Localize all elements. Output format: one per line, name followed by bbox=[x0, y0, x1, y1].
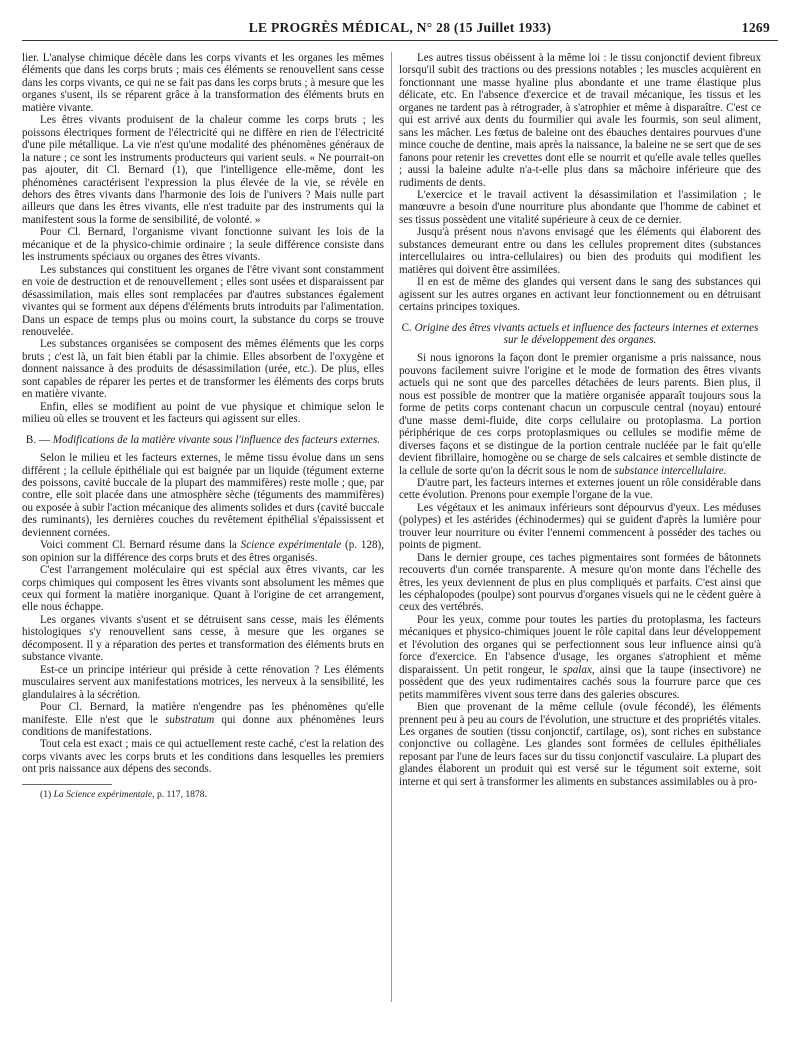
section-letter: C. bbox=[401, 321, 412, 334]
paragraph: Les végétaux et les animaux inférieurs sont dépourvus d'yeux. Les méduses (polypes) et les astérides (échinodermes) qui se guident d'après la lumière pour trouver leur nourriture ou éviter l'ennemi commencent à posséder des taches ou points de pigment. bbox=[399, 501, 761, 552]
text-run: qui donne aux phénomènes leurs conditions de manifestations. bbox=[22, 713, 384, 739]
paragraph: Enfin, elles se modifient au point de vue physique et chimique selon le milieu où elles se trouvent et les facteurs qui agissent sur elles. bbox=[22, 400, 384, 426]
running-header bbox=[22, 20, 778, 42]
section-heading-c bbox=[399, 322, 761, 347]
emphasis: substratum bbox=[165, 713, 215, 726]
book-title: Science expérimentale bbox=[240, 539, 342, 552]
paragraph: Les autres tissus obéissent à la même loi : le tissu conjonctif devient fibreux lorsqu'il subit des tractions ou des pressions notables ; les muscles acquièrent en fonctionnant une masse hyaline plus abondante et une trame élastique plus délicate, etc. En l'absence d'exercice et de travail mécanique, les tissus et les organes ne tardent pas à rétrograder, à s'atrophier et même à disparaître. C'est ce qui est arrivé aux dents du fourmilier qui avale les fourmis, son seul aliment, sans les mâcher. Les fœtus de baleine ont des ébauches dentaires pourvues d'une mince couche de dentine, mais après la naissance, la baleine ne se sert que de ses fanons pour retenir les crevettes dont elle se nourrit et qu'elle avale telles quelles ; aussi la baleine adulte n'a-t-elle plus dans sa mâchoire inférieure que des rudiments de dents. bbox=[399, 52, 761, 189]
paragraph: Les substances organisées se composent des mêmes éléments que les corps bruts ; c'est là, un fait bien établi par la chimie. Elles absorbent de l'oxygène et donnent naissance à des produits de désassimilation (urée, etc.). De plus, elles sont capables de réparer les pertes et de transformer les éléments des corps bruts en matière vivante. bbox=[22, 338, 384, 401]
paragraph bbox=[22, 701, 384, 738]
paragraph: Bien que provenant de la même cellule (ovule fécondé), les éléments prennent peu à peu au cours de l'évolution, une structure et des propriétés vitales. Les organes de soutien (tissu conjonctif, cartilage, os), sont riches en substance conjonctive ou collagène. Les glandes sont formées de cellules épithéliales reposant par l'une de leurs faces sur du tissu conjonctif vasculaire. La plupart des glandes élaborent un produit qui est versé sur le tégument soit externe, soit interne et qui sert à transformer les aliments en substances assimilables ou à pro- bbox=[399, 701, 761, 788]
paragraph: Il en est de même des glandes qui versent dans le sang des substances qui agissent sur les autres organes en activant leur fonctionnement ou en détruisant certains principes toxiques. bbox=[399, 276, 761, 314]
header-rule bbox=[22, 40, 778, 41]
text-run: Si nous ignorons la façon dont le premier organisme a pris naissance, nous pouvons facilement suivre l'origine et le mode de formation des êtres vivants actuels qui ne sont que des parcelles détachées de leurs parents. Bien plus, il nous est possible de montrer que la matière organisée apparaît toujours sous la forme de petits corps contenant chacun un corpuscule central (noyau) entouré d'une masse demi-fluide, dite corps cellulaire ou protoplasma. La portion périphérique de ces corps protoplasmiques ou cellules se modifie même de diverses façons et se distingue de la portion centrale nucléée par le fait qu'elle devient fibrillaire, homogène ou se charge de sels calcaires et semble distincte de la cellule de sorte qu'on la décrit sous le nom de bbox=[399, 352, 761, 477]
paragraph: lier. L'analyse chimique décèle dans les corps vivants et les organes les mêmes éléments que dans les corps bruts ; mais ces éléments se renouvellent sans cesse dans les corps vivants, ce qui ne se fait pas dans les corps bruts ; à mesure que les organes s'usent, ils se réparent grâce à la transformation des éléments bruts en matière vivante. bbox=[22, 52, 384, 114]
text-run: ainsi que la taupe (insectivore) ne possèdent que des yeux rudimentaires cachés sous la fourrure parce que ces petits mammifères vivent sous terre dans des galeries obscures. bbox=[399, 663, 762, 701]
paragraph bbox=[22, 539, 384, 564]
emphasis: substance intercellulaire. bbox=[614, 464, 727, 477]
paragraph: Jusqu'à présent nous n'avons envisagé que les éléments qui élaborent des substances demeurant entre ou dans les cellules proprement dites (substances intercellulaires ou intra-cellulaires) ou bien des produits qui modifient les matières qui doivent être assimilées. bbox=[399, 226, 761, 276]
paragraph: Dans le dernier groupe, ces taches pigmentaires sont formées de bâtonnets recouverts d'un cornée transparente. A mesure qu'on monte dans l'échelle des êtres, les yeux deviennent de plus en plus compliqués et parfaits. C'est ainsi que les céphalopodes (poulpe) sont pourvus d'organes visuels qui ne le cèdent guère à ceux des vertébrés. bbox=[399, 551, 761, 614]
paragraph: Selon le milieu et les facteurs externes, le même tissu évolue dans un sens différent ; la cellule épithéliale qui est baignée par un liquide (tégument externe des poissons, cavité buccale de la plupart des mammifères) reste molle ; que, par contre, elle soit placée dans une atmosphère sèche (téguments des mammifères) ou exposée à subir l'action mécanique des aliments solides et durs (cavité buccale des ruminants), les dernières couches du revêtement épithélial s'épaississent et deviennent cornées. bbox=[22, 452, 384, 539]
section-heading-b bbox=[22, 434, 384, 446]
text-run: Pour les yeux, comme pour toutes les parties du protoplasma, les facteurs mécaniques et physico-chimiques jouent le rôle capital dans leur développement et l'évolution des organes qui se perfectionnent sous leur influence ainsi qu'à force d'exercice. En l'absence d'usage, les organes s'atrophient et même disparaissent. Un petit rongeur, le bbox=[399, 613, 761, 676]
paragraph: C'est l'arrangement moléculaire qui est spécial aux êtres vivants, car les corps chimiques qui composent les êtres vivants sont absolument les mêmes que ceux qui forment la matière inorganique. Quant à l'origine de cet arrangement, elle nous échappe. bbox=[22, 564, 384, 614]
section-letter: B. — bbox=[25, 433, 50, 446]
text-run: Voici comment Cl. Bernard résume dans la bbox=[40, 539, 241, 552]
column-separator bbox=[391, 52, 392, 1002]
section-title: Modifications de la matière vivante sous l'influence des facteurs externes. bbox=[52, 433, 381, 446]
text-run: Pour Cl. Bernard, la matière n'engendre pas les phénomènes qu'elle manifeste. Elle n'est que le bbox=[22, 701, 384, 726]
journal-title: LE PROGRÈS MÉDICAL, N° 28 (15 Juillet 1933) bbox=[248, 20, 552, 35]
paragraph: Les êtres vivants produisent de la chaleur comme les corps bruts ; les poissons électriques forment de l'électricité qui ne diffère en rien de l'électricité d'une pile métallique. La vie n'est qu'une modalité des phénomènes généraux de la nature ; ce sont les instruments producteurs qui varient seuls. « Ne pourrait-on pas ajouter, dit Cl. Bernard (1), que l'intelligence elle-même, dont les phénomènes caractérisent l'expression la plus élevée de la vie, se révèle en dehors des êtres vivants dans l'harmonie des lois de l'univers ? Mais nulle part ailleurs que dans les êtres vivants, elle n'est traduite par des instruments qui la manifestent sous la forme de sensibilité, de volonté. » bbox=[22, 114, 384, 226]
paragraph: Les substances qui constituent les organes de l'être vivant sont constamment en voie de destruction et de renouvellement ; elles sont usées et disparaissent par désassimilation, mais elles sont remplacées par d'autres substances également vivantes qui se forment aux dépens d'éléments bruts introduits par l'alimentation. Dans un espace de temps plus ou moins court, la substance du corps se trouve renouvelée. bbox=[22, 263, 384, 338]
text-run: (p. 128), son opinion sur la différence des corps bruts et des êtres organisés. bbox=[22, 539, 385, 564]
paragraph bbox=[399, 352, 761, 477]
right-column bbox=[399, 52, 761, 788]
paragraph bbox=[399, 614, 761, 701]
section-title: Origine des êtres vivants actuels et influence des facteurs internes et externes sur le développement des organes. bbox=[414, 321, 759, 346]
footnote bbox=[22, 789, 384, 800]
paragraph: Pour Cl. Bernard, l'organisme vivant fonctionne suivant les lois de la mécanique et de la physico-chimie ordinaire ; la seule différence consiste dans les instruments spéciaux ou organes des êtres vivants. bbox=[22, 226, 384, 264]
page-number: 1269 bbox=[741, 20, 770, 35]
left-column bbox=[22, 52, 384, 800]
footnote-rest: p. 117, 1878. bbox=[154, 788, 207, 800]
footnote-rule bbox=[22, 784, 112, 785]
footnote-title: La Science expérimentale, bbox=[53, 788, 155, 800]
paragraph: D'autre part, les facteurs internes et externes jouent un rôle considérable dans cette évolution. Prenons pour exemple l'organe de la vue. bbox=[399, 476, 761, 502]
paragraph: L'exercice et le travail activent la désassimilation et l'assimilation ; le manœuvre a besoin d'une nourriture plus abondante que l'homme de cabinet et ses tissus possèdent une vitalité supérieure à ceux de ce dernier. bbox=[399, 188, 761, 226]
paragraph: Les organes vivants s'usent et se détruisent sans cesse, mais les éléments histologiques s'y renouvellent sans cesse, à mesure que les organes se décomposent. Il y a réparation des pertes et transformation des éléments bruts en substance vivante. bbox=[22, 613, 384, 664]
footnote-mark: (1) bbox=[40, 788, 52, 800]
emphasis: spalax, bbox=[562, 663, 595, 676]
paragraph: Tout cela est exact ; mais ce qui actuellement reste caché, c'est la relation des corps vivants avec les corps bruts et les conditions dans lesquelles les premiers ont pris naissance aux dépens des seconds. bbox=[22, 738, 384, 776]
paragraph: Est-ce un principe intérieur qui préside à cette rénovation ? Les éléments musculaires servent aux manifestations motrices, les nerveux à la sensibilité, les glandulaires à la sécrétion. bbox=[22, 663, 384, 701]
